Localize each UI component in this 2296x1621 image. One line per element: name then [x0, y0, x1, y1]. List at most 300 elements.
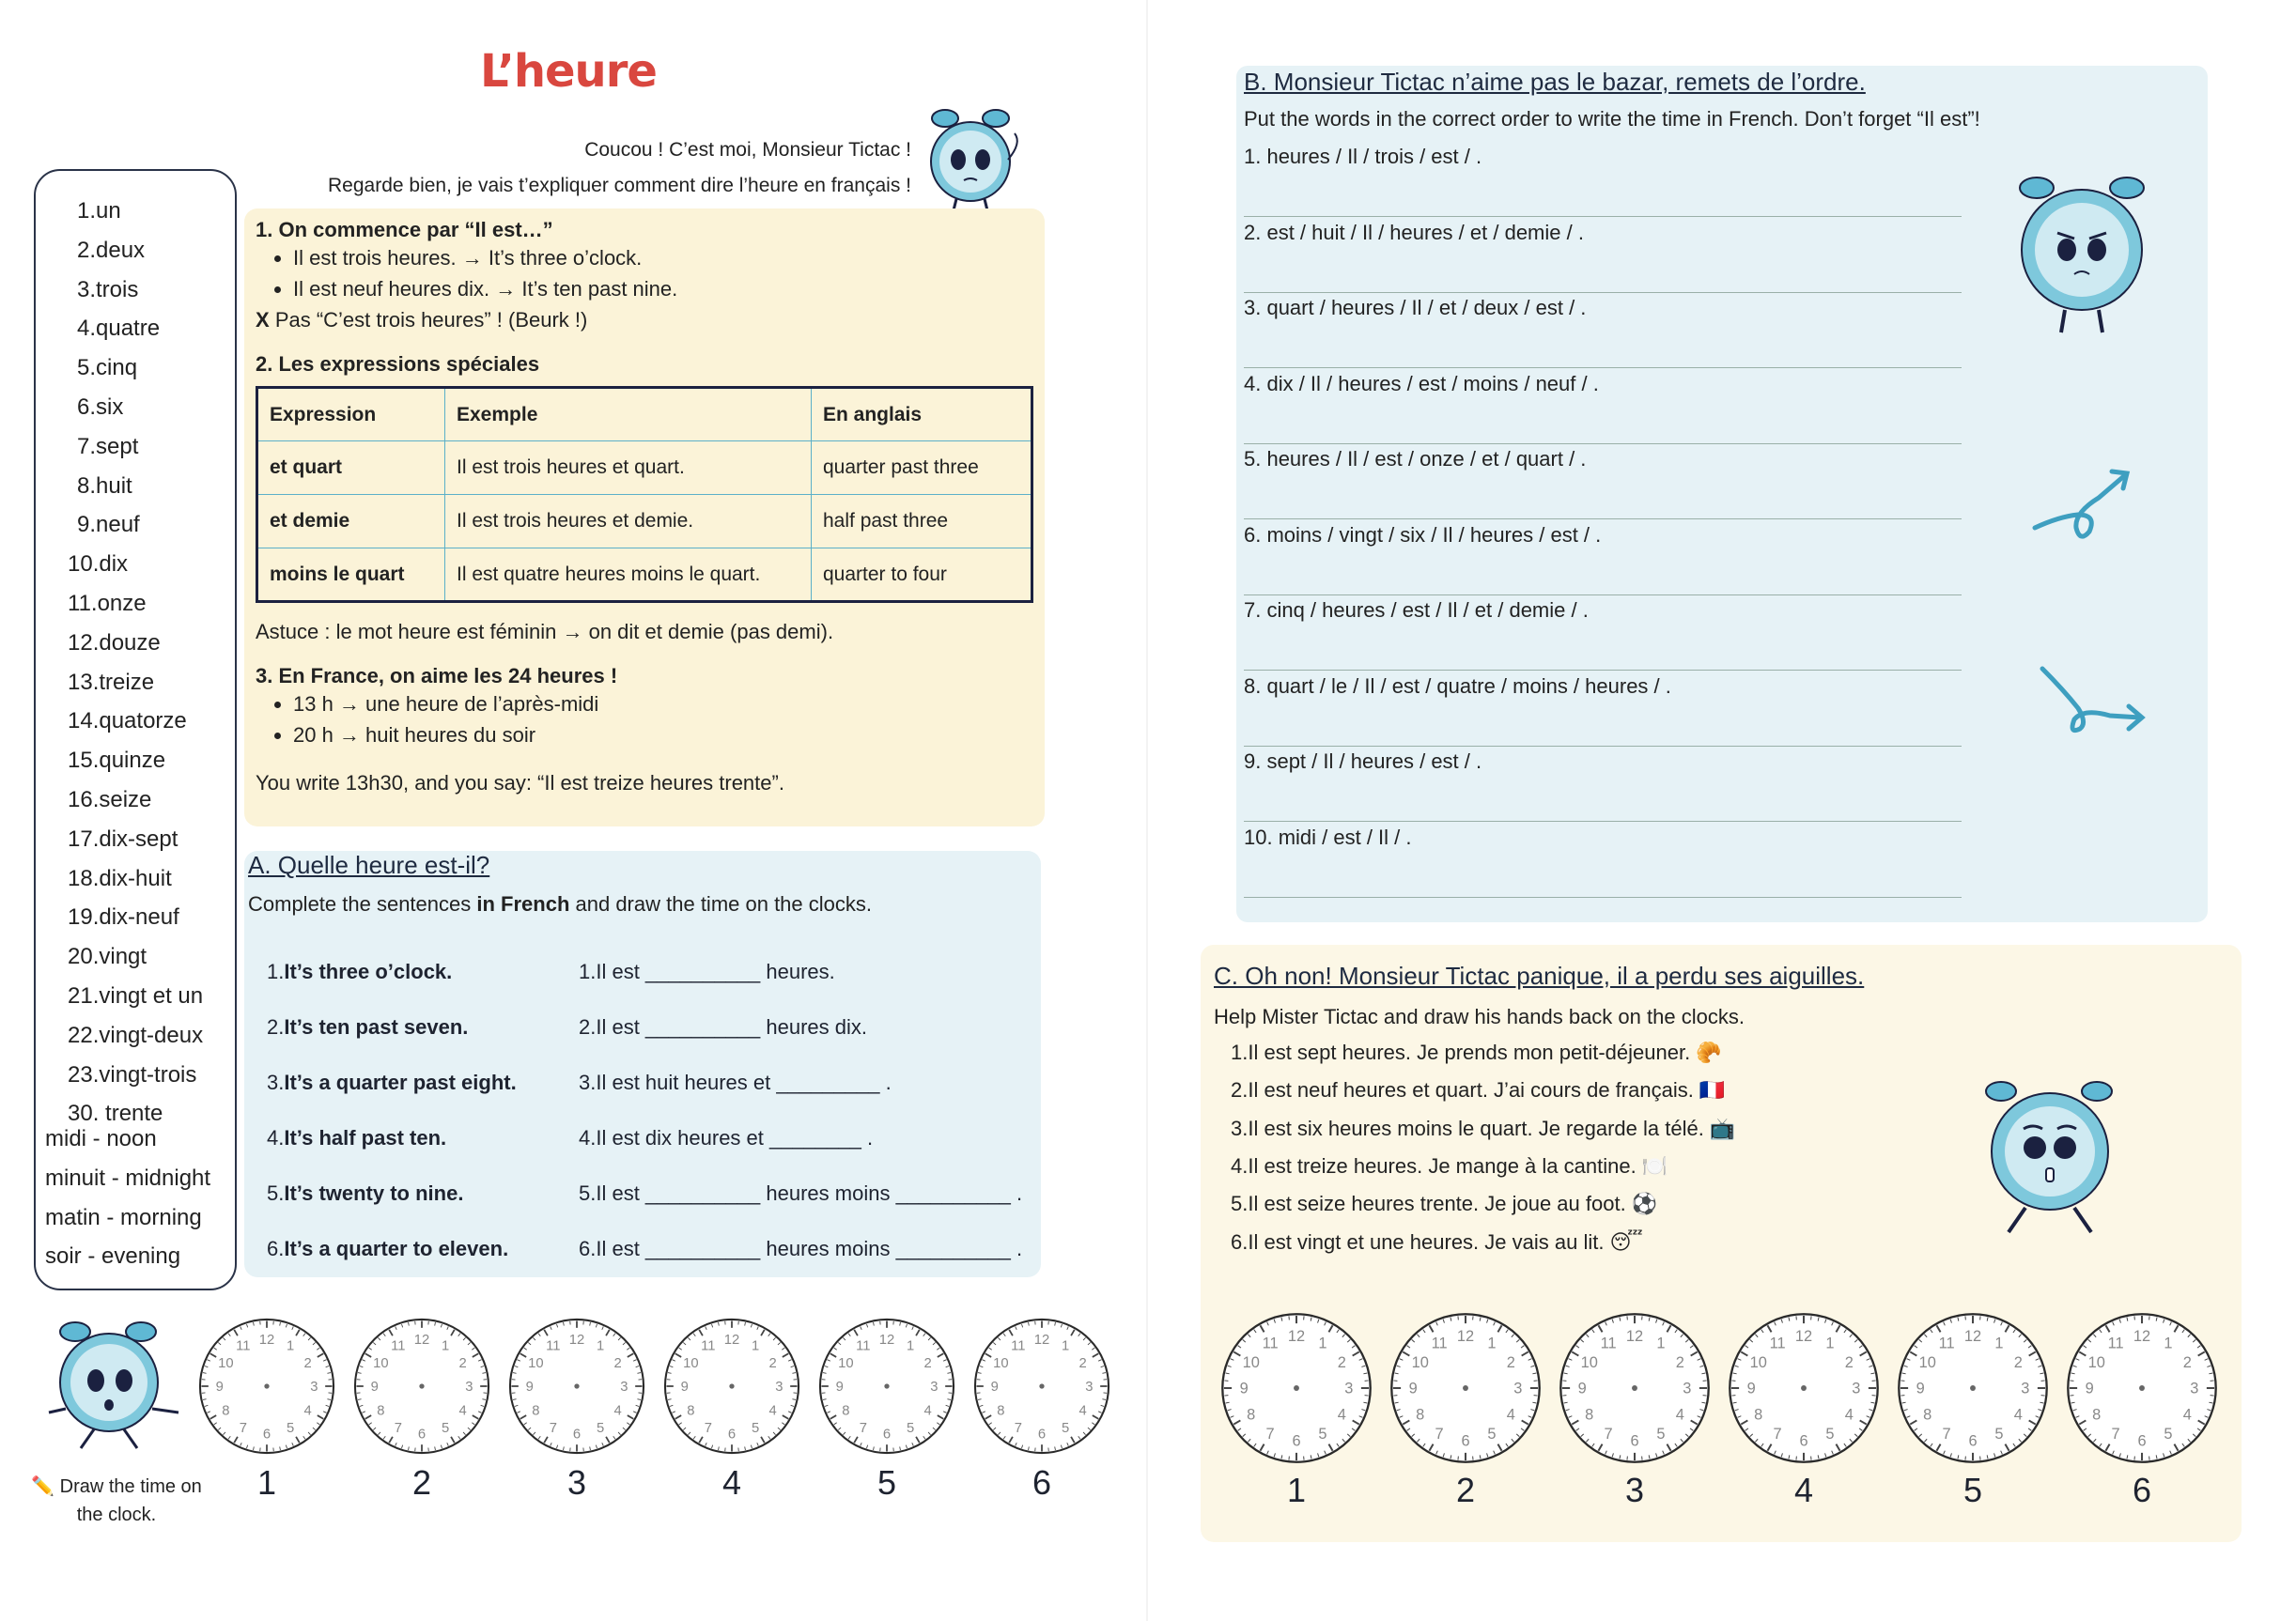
svg-text:1: 1 — [752, 1338, 760, 1354]
svg-text:3: 3 — [1344, 1380, 1354, 1397]
table-header-row — [257, 388, 1032, 441]
exercise-b-item: 10. midi / est / Il / . — [1244, 825, 1412, 849]
svg-text:5: 5 — [2164, 1426, 2173, 1443]
svg-text:9: 9 — [1916, 1380, 1925, 1397]
exercise-a-row — [244, 1237, 1041, 1274]
analog-clock-icon[interactable] — [972, 1317, 1111, 1456]
svg-text:12: 12 — [258, 1332, 275, 1348]
clock-number-label: 5 — [877, 1463, 897, 1502]
clock-number-label: 5 — [1962, 1471, 1983, 1509]
svg-text:6: 6 — [1292, 1432, 1301, 1450]
svg-text:7: 7 — [239, 1420, 247, 1436]
analog-clock-icon[interactable] — [2065, 1311, 2219, 1465]
clock-number-label: 4 — [721, 1463, 742, 1502]
exercise-a-french-blank[interactable]: 2.Il est __________ heures dix. — [579, 1015, 868, 1039]
svg-text:9: 9 — [525, 1380, 534, 1396]
alarm-clock-mascot-icon — [47, 1315, 188, 1456]
vocab-item: 15.quinze — [68, 748, 166, 774]
svg-text:11: 11 — [1938, 1335, 1955, 1352]
vocab-item: 6.six — [77, 394, 124, 420]
exercise-c-item: 4.Il est treize heures. Je mange à la cantine. 🍽️ — [1231, 1153, 1668, 1178]
table-row — [257, 495, 1032, 548]
svg-text:12: 12 — [2133, 1327, 2151, 1345]
svg-text:3: 3 — [775, 1380, 783, 1396]
svg-text:10: 10 — [993, 1356, 1009, 1372]
svg-text:11: 11 — [1262, 1335, 1279, 1352]
svg-text:8: 8 — [532, 1403, 540, 1419]
lesson-box — [244, 208, 1045, 826]
vocab-item: 20.vingt — [68, 944, 147, 970]
exercise-a-sub-bold: in French — [476, 892, 570, 916]
vocab-item: 17.dix-sept — [68, 826, 178, 852]
lesson-s1-item: • Il est neuf heures dix. → It’s ten past nine. — [293, 273, 1035, 304]
clock-2[interactable] — [352, 1317, 491, 1460]
exercise-b-title: B. Monsieur Tictac n’aime pas le bazar, remets de l’ordre. — [1244, 68, 1866, 96]
svg-text:5: 5 — [1062, 1420, 1070, 1436]
exercise-b-item: 7. cinq / heures / est / Il / et / demie / . — [1244, 598, 1589, 622]
exercise-b-answer-line[interactable] — [1244, 670, 1962, 671]
analog-clock-icon[interactable] — [1558, 1311, 1712, 1465]
exercise-b-item: 5. heures / Il / est / onze / et / quart / . — [1244, 447, 1587, 471]
svg-text:4: 4 — [1337, 1406, 1346, 1424]
svg-text:4: 4 — [458, 1403, 467, 1419]
lesson-s1-item: • Il est trois heures. → It’s three o’clock. — [293, 242, 1035, 273]
svg-text:1: 1 — [1656, 1335, 1666, 1352]
exercise-a-english: 4.It’s half past ten. — [267, 1126, 447, 1150]
svg-text:12: 12 — [568, 1332, 585, 1348]
lesson-astuce: Astuce : le mot heure est féminin → on dit et demie (pas demi). — [256, 620, 834, 643]
clock-5[interactable] — [1896, 1311, 2050, 1470]
intro-line-1: Coucou ! C’est moi, Monsieur Tictac ! — [584, 139, 911, 161]
lesson-s3-item: • 20 h → huit heures du soir — [293, 719, 1035, 750]
svg-text:9: 9 — [215, 1380, 224, 1396]
svg-text:10: 10 — [838, 1356, 854, 1372]
svg-text:6: 6 — [1630, 1432, 1639, 1450]
table-header: En anglais — [812, 388, 1032, 441]
svg-text:2: 2 — [2182, 1353, 2192, 1371]
vocab-item: 16.seize — [68, 786, 152, 812]
svg-text:7: 7 — [1265, 1426, 1275, 1443]
svg-text:12: 12 — [1456, 1327, 1475, 1345]
svg-text:11: 11 — [2107, 1335, 2124, 1352]
svg-text:4: 4 — [303, 1403, 312, 1419]
vocab-item: 8.huit — [77, 472, 132, 499]
svg-text:5: 5 — [1994, 1426, 2004, 1443]
svg-text:5: 5 — [442, 1420, 450, 1436]
vocab-item: 21.vingt et un — [68, 982, 204, 1009]
svg-text:5: 5 — [597, 1420, 605, 1436]
svg-text:4: 4 — [2013, 1406, 2023, 1424]
svg-text:11: 11 — [1431, 1335, 1448, 1352]
svg-text:10: 10 — [1580, 1353, 1598, 1371]
exercise-b-item: 8. quart / le / Il / est / quatre / moins / heures / . — [1244, 673, 1671, 698]
clock-6[interactable] — [2065, 1311, 2219, 1470]
exercise-a-row — [244, 1015, 1041, 1053]
svg-text:6: 6 — [417, 1427, 427, 1443]
draw-note: ✏️ Draw the time on the clock. — [31, 1476, 202, 1525]
lesson-s3-note: You write 13h30, and you say: “Il est treize heures trente”. — [256, 771, 784, 795]
svg-text:10: 10 — [1749, 1353, 1767, 1371]
analog-clock-icon[interactable] — [1388, 1311, 1543, 1465]
svg-text:8: 8 — [842, 1403, 850, 1419]
exercise-a-french-blank[interactable]: 5.Il est __________ heures moins __________ . — [579, 1181, 1023, 1205]
svg-text:9: 9 — [2085, 1380, 2094, 1397]
exercise-a-row — [244, 1071, 1041, 1108]
svg-text:2: 2 — [303, 1356, 312, 1372]
svg-text:6: 6 — [882, 1427, 892, 1443]
svg-text:4: 4 — [923, 1403, 932, 1419]
clock-3[interactable] — [1558, 1311, 1712, 1470]
svg-text:4: 4 — [1844, 1406, 1854, 1424]
svg-text:7: 7 — [549, 1420, 557, 1436]
lesson-section-3-title: 3. En France, on aime les 24 heures ! — [256, 664, 618, 687]
clock-4[interactable] — [662, 1317, 801, 1460]
svg-text:11: 11 — [1011, 1338, 1026, 1354]
exercise-b-item: 9. sept / Il / heures / est / . — [1244, 749, 1482, 773]
lesson-warning: X Pas “C’est trois heures” ! (Beurk !) — [256, 308, 588, 332]
worksheet-left-page — [0, 0, 1146, 1621]
svg-text:7: 7 — [2111, 1426, 2120, 1443]
vocab-item: 4.quatre — [77, 316, 161, 342]
exercise-b-item: 1. heures / Il / trois / est / . — [1244, 145, 1482, 168]
svg-text:4: 4 — [2182, 1406, 2192, 1424]
exercise-b-item: 6. moins / vingt / six / Il / heures / est / . — [1244, 522, 1602, 547]
svg-text:12: 12 — [1794, 1327, 1813, 1345]
svg-text:7: 7 — [1014, 1420, 1022, 1436]
vocab-item: 2.deux — [77, 237, 146, 263]
exercise-b-answer-line[interactable] — [1244, 292, 1962, 293]
expressions-table — [256, 386, 1033, 603]
svg-text:7: 7 — [1773, 1426, 1782, 1443]
exercise-a-sub-post: and draw the time on the clocks. — [569, 892, 873, 916]
svg-text:3: 3 — [2021, 1380, 2030, 1397]
svg-text:9: 9 — [1239, 1380, 1249, 1397]
clock-number-label: 1 — [1286, 1471, 1307, 1509]
svg-text:3: 3 — [1683, 1380, 1692, 1397]
table-header: Expression — [257, 388, 445, 441]
table-header: Exemple — [445, 388, 812, 441]
svg-text:8: 8 — [1923, 1406, 1932, 1424]
page-title: L’heure — [480, 45, 657, 98]
exercise-b-answer-line[interactable] — [1244, 821, 1962, 822]
alarm-clock-mascot-icon — [1980, 1071, 2121, 1240]
exercise-c-title: C. Oh non! Monsieur Tictac panique, il a perdu ses aiguilles. — [1214, 962, 1865, 990]
exercise-a-english: 5.It’s twenty to nine. — [267, 1181, 464, 1205]
vocab-item: 22.vingt-deux — [68, 1022, 204, 1048]
svg-text:12: 12 — [1033, 1332, 1050, 1348]
svg-text:1: 1 — [1318, 1335, 1327, 1352]
svg-text:2: 2 — [1844, 1353, 1854, 1371]
exercise-a-english: 2.It’s ten past seven. — [267, 1015, 469, 1039]
table-cell: Il est trois heures et demie. — [445, 495, 812, 548]
svg-text:8: 8 — [2092, 1406, 2102, 1424]
clock-number-label: 4 — [1793, 1471, 1814, 1509]
svg-text:9: 9 — [990, 1380, 999, 1396]
svg-text:1: 1 — [287, 1338, 295, 1354]
svg-text:4: 4 — [768, 1403, 777, 1419]
alarm-clock-mascot-icon — [2012, 171, 2153, 340]
vocab-item: 30. trente — [68, 1101, 163, 1127]
table-cell: et demie — [257, 495, 445, 548]
exercise-a-row — [244, 960, 1041, 997]
svg-text:5: 5 — [752, 1420, 760, 1436]
svg-text:3: 3 — [620, 1380, 628, 1396]
worksheet-right-page — [1148, 0, 2296, 1621]
table-row — [257, 441, 1032, 495]
exercise-a-title: A. Quelle heure est-il? — [248, 851, 490, 879]
svg-text:9: 9 — [835, 1380, 844, 1396]
svg-text:4: 4 — [1078, 1403, 1087, 1419]
analog-clock-icon[interactable] — [507, 1317, 646, 1456]
exercise-a-row — [244, 1126, 1041, 1164]
analog-clock-icon[interactable] — [352, 1317, 491, 1456]
exercise-c-item: 5.Il est seize heures trente. Je joue au foot. ⚽ — [1231, 1192, 1658, 1216]
lesson-section-1-title: 1. On commence par “Il est…” — [256, 218, 553, 241]
svg-text:1: 1 — [442, 1338, 450, 1354]
svg-text:8: 8 — [997, 1403, 1005, 1419]
clock-5[interactable] — [817, 1317, 956, 1460]
vocab-item: 13.treize — [68, 669, 155, 695]
vocab-item: 5.cinq — [77, 355, 138, 381]
svg-text:5: 5 — [1825, 1426, 1835, 1443]
analog-clock-icon[interactable] — [197, 1317, 336, 1456]
table-cell: half past three — [812, 495, 1032, 548]
svg-text:8: 8 — [1754, 1406, 1763, 1424]
svg-text:7: 7 — [1942, 1426, 1951, 1443]
exercise-b-answer-line[interactable] — [1244, 897, 1962, 898]
exercise-b-answer-line[interactable] — [1244, 216, 1962, 217]
svg-text:10: 10 — [683, 1356, 699, 1372]
svg-text:3: 3 — [1513, 1380, 1523, 1397]
svg-text:10: 10 — [528, 1356, 544, 1372]
svg-text:11: 11 — [1600, 1335, 1617, 1352]
exercise-a-french-blank[interactable]: 4.Il est dix heures et ________ . — [579, 1126, 874, 1150]
exercise-b-answer-line[interactable] — [1244, 746, 1962, 747]
exercise-b-item: 4. dix / Il / heures / est / moins / neuf / . — [1244, 371, 1599, 395]
exercise-c-item: 6.Il est vingt et une heures. Je vais au lit. 😴 — [1231, 1229, 1643, 1254]
exercise-a-french-blank[interactable]: 3.Il est huit heures et _________ . — [579, 1071, 892, 1094]
vocab-extra-item: midi - noon — [45, 1126, 157, 1151]
svg-text:7: 7 — [704, 1420, 712, 1436]
svg-text:8: 8 — [222, 1403, 230, 1419]
svg-text:9: 9 — [1746, 1380, 1756, 1397]
svg-text:8: 8 — [1416, 1406, 1425, 1424]
exercise-b-answer-line[interactable] — [1244, 518, 1962, 519]
clock-2[interactable] — [1388, 1311, 1543, 1470]
clock-6[interactable] — [972, 1317, 1111, 1460]
table-cell: quarter to four — [812, 548, 1032, 602]
svg-text:12: 12 — [1625, 1327, 1644, 1345]
svg-text:8: 8 — [1585, 1406, 1594, 1424]
svg-text:7: 7 — [859, 1420, 867, 1436]
vocabulary-box — [34, 169, 237, 1290]
clock-number-label: 3 — [566, 1463, 587, 1502]
exercise-c-item: 3.Il est six heures moins le quart. Je regarde la télé. 📺 — [1231, 1116, 1736, 1140]
vocab-item: 14.quatorze — [68, 708, 187, 734]
vocab-extra-item: matin - morning — [45, 1204, 202, 1230]
svg-text:5: 5 — [907, 1420, 915, 1436]
vocab-item: 11.onze — [68, 590, 147, 616]
vocab-item: 19.dix-neuf — [68, 904, 179, 931]
exercise-a-english: 6.It’s a quarter to eleven. — [267, 1237, 509, 1260]
svg-text:11: 11 — [701, 1338, 716, 1354]
svg-text:8: 8 — [687, 1403, 695, 1419]
svg-text:11: 11 — [1769, 1335, 1786, 1352]
table-cell: Il est quatre heures moins le quart. — [445, 548, 812, 602]
exercise-a-row — [244, 1181, 1041, 1219]
svg-text:11: 11 — [236, 1338, 251, 1354]
table-cell: Il est trois heures et quart. — [445, 441, 812, 495]
svg-text:3: 3 — [465, 1380, 473, 1396]
svg-text:1: 1 — [1994, 1335, 2004, 1352]
exercise-b-item: 2. est / huit / Il / heures / et / demie / . — [1244, 220, 1584, 244]
svg-text:9: 9 — [370, 1380, 379, 1396]
svg-text:2: 2 — [923, 1356, 932, 1372]
svg-text:7: 7 — [394, 1420, 402, 1436]
svg-text:11: 11 — [546, 1338, 561, 1354]
svg-text:8: 8 — [1247, 1406, 1256, 1424]
svg-text:5: 5 — [1487, 1426, 1497, 1443]
exercise-b-answer-line[interactable] — [1244, 594, 1962, 595]
exercise-a-english: 1.It’s three o’clock. — [267, 960, 453, 983]
svg-text:6: 6 — [1037, 1427, 1047, 1443]
clock-3[interactable] — [507, 1317, 646, 1460]
exercise-a-french-blank[interactable]: 6.Il est __________ heures moins __________ . — [579, 1237, 1023, 1260]
exercise-c-item: 1.Il est sept heures. Je prends mon petit-déjeuner. 🥐 — [1231, 1041, 1722, 1064]
vocab-item: 7.sept — [77, 433, 139, 459]
svg-text:8: 8 — [377, 1403, 385, 1419]
svg-text:6: 6 — [1799, 1432, 1808, 1450]
svg-text:5: 5 — [1656, 1426, 1666, 1443]
svg-text:2: 2 — [1675, 1353, 1684, 1371]
svg-text:3: 3 — [1852, 1380, 1861, 1397]
clock-number-label: 6 — [2132, 1471, 2152, 1509]
svg-text:5: 5 — [1318, 1426, 1327, 1443]
svg-text:4: 4 — [613, 1403, 622, 1419]
svg-text:2: 2 — [1337, 1353, 1346, 1371]
svg-text:6: 6 — [262, 1427, 271, 1443]
svg-text:12: 12 — [413, 1332, 430, 1348]
table-cell: et quart — [257, 441, 445, 495]
analog-clock-icon[interactable] — [1727, 1311, 1881, 1465]
svg-text:7: 7 — [1435, 1426, 1444, 1443]
svg-text:12: 12 — [1963, 1327, 1982, 1345]
svg-text:10: 10 — [218, 1356, 234, 1372]
svg-text:7: 7 — [1604, 1426, 1613, 1443]
svg-text:1: 1 — [1062, 1338, 1070, 1354]
svg-text:6: 6 — [1461, 1432, 1470, 1450]
svg-text:4: 4 — [1506, 1406, 1515, 1424]
lesson-warning-text: Pas “C’est trois heures” ! (Beurk !) — [274, 308, 588, 332]
exercise-c-instructions: Help Mister Tictac and draw his hands back on the clocks. — [1214, 1005, 1745, 1028]
svg-text:1: 1 — [907, 1338, 915, 1354]
vocab-item: 3.trois — [77, 276, 139, 302]
exercise-b-item: 3. quart / heures / Il / et / deux / est / . — [1244, 296, 1587, 319]
exercise-b-instructions: Put the words in the correct order to write the time in French. Don’t forget “Il est”! — [1244, 107, 1980, 131]
exercise-b-answer-line[interactable] — [1244, 443, 1962, 444]
svg-text:10: 10 — [1242, 1353, 1260, 1371]
exercise-a-instructions — [248, 892, 872, 917]
svg-text:2: 2 — [1506, 1353, 1515, 1371]
svg-text:9: 9 — [1408, 1380, 1418, 1397]
vocab-extra-item: soir - evening — [45, 1243, 181, 1270]
svg-text:1: 1 — [597, 1338, 605, 1354]
svg-text:9: 9 — [680, 1380, 689, 1396]
svg-text:6: 6 — [572, 1427, 582, 1443]
vocab-item: 9.neuf — [77, 512, 140, 538]
clock-number-label: 6 — [1032, 1463, 1052, 1502]
svg-text:6: 6 — [1968, 1432, 1978, 1450]
lesson-s3-item: • 13 h → une heure de l’après-midi — [293, 688, 1035, 719]
lesson-section-2-title: 2. Les expressions spéciales — [256, 352, 540, 376]
table-cell: quarter past three — [812, 441, 1032, 495]
clock-4[interactable] — [1727, 1311, 1881, 1470]
exercise-a-french-blank[interactable]: 1.Il est __________ heures. — [579, 960, 835, 983]
svg-text:3: 3 — [1085, 1380, 1094, 1396]
table-row — [257, 548, 1032, 602]
intro-line-2: Regarde bien, je vais t’expliquer comment dire l’heure en français ! — [328, 175, 911, 196]
clock-number-label: 2 — [1455, 1471, 1476, 1509]
exercise-a-sub-pre: Complete the sentences — [248, 892, 477, 916]
analog-clock-icon[interactable] — [1219, 1311, 1373, 1465]
svg-text:10: 10 — [2087, 1353, 2105, 1371]
exercise-b-answer-line[interactable] — [1244, 367, 1962, 368]
svg-text:10: 10 — [1918, 1353, 1936, 1371]
svg-text:6: 6 — [2137, 1432, 2147, 1450]
table-cell: moins le quart — [257, 548, 445, 602]
svg-text:1: 1 — [1825, 1335, 1835, 1352]
exercise-a-english: 3.It’s a quarter past eight. — [267, 1071, 517, 1094]
analog-clock-icon[interactable] — [662, 1317, 801, 1456]
vocab-item: 18.dix-huit — [68, 865, 172, 891]
vocab-item: 23.vingt-trois — [68, 1061, 197, 1088]
clock-1[interactable] — [1219, 1311, 1373, 1470]
alarm-clock-mascot-icon — [917, 105, 1030, 218]
svg-text:2: 2 — [2013, 1353, 2023, 1371]
svg-text:11: 11 — [856, 1338, 871, 1354]
svg-text:2: 2 — [1078, 1356, 1087, 1372]
analog-clock-icon[interactable] — [1896, 1311, 2050, 1465]
svg-text:12: 12 — [723, 1332, 740, 1348]
clock-number-label: 1 — [256, 1463, 277, 1502]
svg-text:9: 9 — [1577, 1380, 1587, 1397]
svg-text:12: 12 — [878, 1332, 895, 1348]
clock-1[interactable] — [197, 1317, 336, 1460]
curly-arrow-icon — [2031, 460, 2144, 545]
clock-number-label: 3 — [1624, 1471, 1645, 1509]
exercise-c-item: 2.Il est neuf heures et quart. J’ai cours de français. 🇫🇷 — [1231, 1078, 1726, 1103]
svg-text:1: 1 — [1487, 1335, 1497, 1352]
svg-text:1: 1 — [2164, 1335, 2173, 1352]
svg-text:6: 6 — [727, 1427, 737, 1443]
vocab-item: 10.dix — [68, 551, 129, 578]
vocab-item: 1.un — [77, 198, 121, 224]
analog-clock-icon[interactable] — [817, 1317, 956, 1456]
svg-text:2: 2 — [458, 1356, 467, 1372]
svg-text:4: 4 — [1675, 1406, 1684, 1424]
vocab-number-list — [68, 192, 231, 1134]
svg-text:10: 10 — [373, 1356, 389, 1372]
svg-text:10: 10 — [1411, 1353, 1429, 1371]
svg-text:2: 2 — [613, 1356, 622, 1372]
exercise-a-box — [244, 851, 1041, 1277]
vocab-item: 12.douze — [68, 629, 161, 656]
svg-text:3: 3 — [2190, 1380, 2199, 1397]
vocab-extra-item: minuit - midnight — [45, 1165, 211, 1191]
svg-text:12: 12 — [1287, 1327, 1306, 1345]
svg-text:3: 3 — [930, 1380, 939, 1396]
svg-text:3: 3 — [310, 1380, 318, 1396]
